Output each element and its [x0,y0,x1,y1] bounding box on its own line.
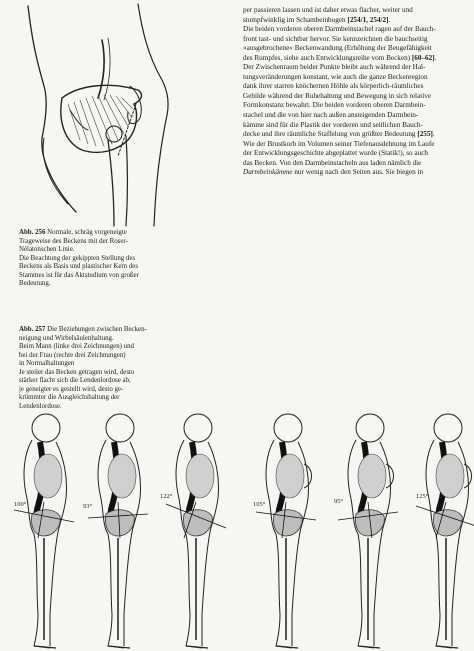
standing-figure-1 [14,414,74,648]
text-line: dank ihrer starren knöchernen Höhle als körperlich-räumliches [243,82,424,91]
text-line: Formkonstanz bewahrt. Die beiden vorderen oberen Darmbein- [243,101,426,110]
caption-line: Trageweise des Beckens mit der Roser- [19,237,128,245]
pelvic-angle-label: 105° [253,501,266,508]
text-line: kämme sind für die Plastik der vorderen und seitlichen Bauch- [243,120,423,129]
text-line: »ausgebrochene« Beckenwandung (Erhöhung der Beugefähigkeit [243,44,432,53]
caption-line: Beckens als Basis und plastischer Kern des [19,263,139,271]
pelvis-tilt-illustration [10,0,230,228]
text-line: decke und ihre räumliche Staffelung von größter Bedeutung [243,130,418,139]
standing-figure-4 [256,414,316,648]
pelvic-angle-label: 125° [416,493,429,500]
figure-label: Abb. 256 [19,229,46,236]
text-line: das Becken. Von den Darmbeinstacheln aus laden nämlich die [243,158,422,167]
text-line: Gebilde während der Ruhehaltung und Bewegung in sich relative [243,91,432,100]
text-line: der Entwicklungsgeschichte abgeplattet wurde (Statik!), so auch [243,149,429,158]
text-line: stumpfwinklig im Schambeinbogen [243,15,348,24]
text-punct: . [388,15,391,24]
figure-silhouette [266,414,309,648]
caption-line: neigung und Wirbelsäulenhaltung. [19,334,114,342]
figure-reference: [60–62] [411,53,435,62]
standing-figure-6 [416,414,474,648]
text-line: des Rumpfes, siehe auch Entwicklungsreihe vom Becken) [243,53,412,62]
caption-line: Je steiler das Becken getragen wird, desto [19,368,135,376]
main-text-column [243,6,463,178]
figure-reference: [255] [417,130,433,139]
figure-silhouette [426,414,469,648]
figure-silhouette [24,414,67,648]
caption-line: Lendenlordose. [19,402,62,410]
figure-label: Abb. 257 [19,326,46,333]
text-line: front tast- und sichtbar hervor. Sie kennzeichnen die bauchseitig [243,34,428,43]
standing-figure-5 [338,414,398,648]
text-line: Wie der Brustkorb im Volumen seiner Tiefenausdehnung im Laufe [243,139,435,148]
posture-figures-strip [0,410,474,650]
caption-line: Normale, schräg vorgeneigte [47,229,127,236]
standing-figure-3 [166,414,226,648]
figure-silhouette [176,414,219,648]
caption-line: Bedeutung. [19,280,51,288]
standing-figure-2 [88,414,148,648]
caption-line: Die Beziehungen zwischen Becken- [47,326,147,333]
text-line: per passieren lassen und ist daher etwas flacher, weiter und [243,6,413,14]
text-line: stachel und die von hier nach außen ansteigenden Darmbein- [243,111,419,120]
pelvic-angle-label: 122° [160,493,173,500]
caption-line: Die Beachtung der gekippten Stellung des [19,254,136,262]
caption-line: in Normalhaltungen [19,360,75,368]
caption-line: stärker flacht sich die Lendenlordose ab, [19,377,131,385]
text-line: Die beiden vorderen oberen Darmbeinstachel ragen auf der Bauch- [243,25,436,34]
text-punct: . [432,130,435,139]
text-punct: . [434,53,437,62]
figure-silhouette [348,414,391,648]
text-line: tungsveränderungen konstant, wie auch die ganze Beckenregion [243,72,428,81]
text-line: nur wenig nach den Seiten aus. Sie biegen in [292,168,424,177]
italic-term: Darmbeinkämme [243,168,293,177]
pelvic-angle-label: 93° [83,503,93,510]
figure-reference: [254/1, 254/2] [347,15,389,24]
caption-line: Nélatonschen Linie. [19,246,75,254]
caption-line: bei der Frau (rechte drei Zeichnungen) [19,351,126,359]
caption-line: je geneigter es gestellt wird, desto ge- [19,385,124,393]
pelvic-angle-label: 95° [334,498,344,505]
caption-line: krümmter die Ausgleichshaltung der [19,394,120,402]
pelvic-angle-label: 100° [14,501,27,508]
figure-256-caption [19,229,169,289]
caption-line: Beim Mann (linke drei Zeichnungen) und [19,343,135,351]
figure-257-caption [19,326,169,411]
caption-line: Stammes ist für das Aktstudium von großer [19,271,139,279]
text-line: Der Zwischenraum beider Punkte bleibt auch während der Hal- [243,63,426,72]
